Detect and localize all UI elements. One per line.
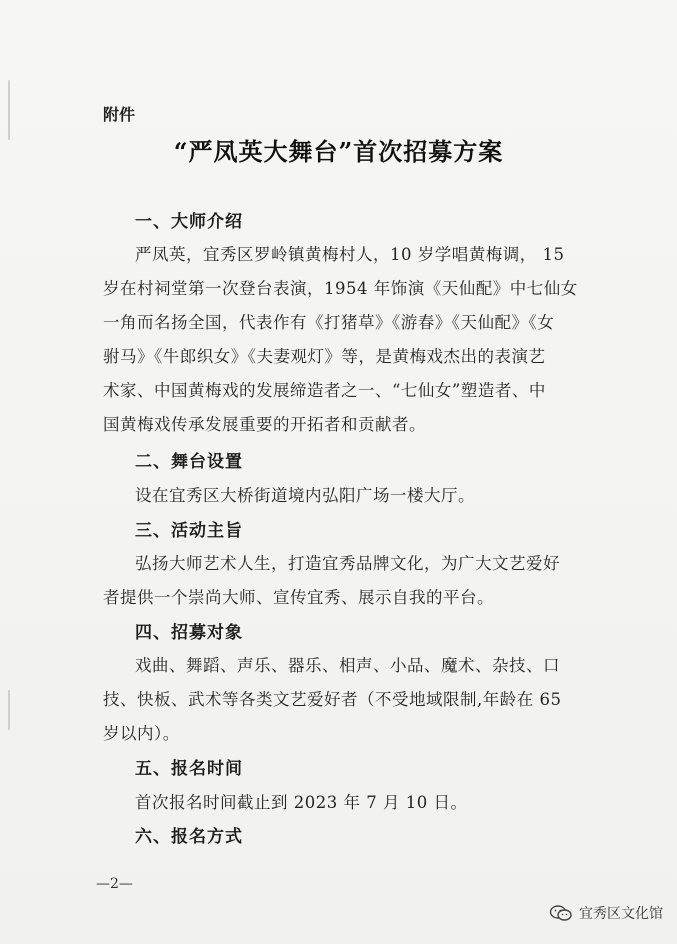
section-heading-method: 六、报名方式: [135, 827, 243, 847]
attachment-label: 附件: [103, 105, 136, 124]
section-heading-time: 五、报名时间: [135, 759, 243, 779]
page-number: —2—: [96, 876, 133, 892]
document-title: “严凤英大舞台”首次招募方案: [173, 137, 504, 166]
paragraph-line: 严凤英，宜秀区罗岭镇黄梅村人，10 岁学唱黄梅调， 15: [135, 245, 565, 264]
paragraph-line: 术家、中国黄梅戏的发展缔造者之一、“七仙女”塑造者、中: [103, 381, 546, 400]
paragraph-line: 岁以内）。: [103, 724, 180, 743]
paragraph-line: 设在宜秀区大桥街道境内弘阳广场一楼大厅。: [135, 486, 475, 505]
scan-edge-mark: [8, 690, 10, 730]
section-heading-purpose: 三、活动主旨: [135, 521, 243, 541]
section-heading-stage: 二、舞台设置: [135, 452, 243, 472]
paragraph-line: 戏曲、舞蹈、声乐、器乐、相声、小品、魔术、杂技、口: [135, 656, 560, 675]
watermark-text: 宜秀区文化馆: [579, 906, 663, 922]
paragraph-line: 者提供一个崇尚大师、宣传宜秀、展示自我的平台。: [103, 588, 494, 607]
paragraph-line: 首次报名时间截止到 2023 年 7 月 10 日。: [135, 793, 468, 812]
section-heading-master: 一、大师介绍: [135, 212, 243, 232]
paragraph-line: 一角而名扬全国，代表作有《打猪草》《游春》《天仙配》《女: [103, 313, 555, 332]
paragraph-line: 技、快板、武术等各类文艺爱好者（不受地域限制,年龄在 65: [103, 690, 562, 709]
paragraph-line: 国黄梅戏传承发展重要的开拓者和贡献者。: [103, 415, 426, 434]
wechat-official-account-icon: [549, 904, 573, 922]
paragraph-line: 岁在村祠堂第一次登台表演，1954 年饰演《天仙配》中七仙女: [103, 279, 578, 298]
paragraph-line: 驸马》《牛郎织女》《夫妻观灯》等，是黄梅戏杰出的表演艺: [103, 347, 546, 366]
paragraph-line: 弘扬大师艺术人生，打造宜秀品牌文化，为广大文艺爱好: [135, 554, 560, 573]
section-heading-target: 四、招募对象: [135, 623, 243, 643]
scan-edge-mark: [8, 80, 10, 140]
account-watermark: [549, 903, 663, 923]
